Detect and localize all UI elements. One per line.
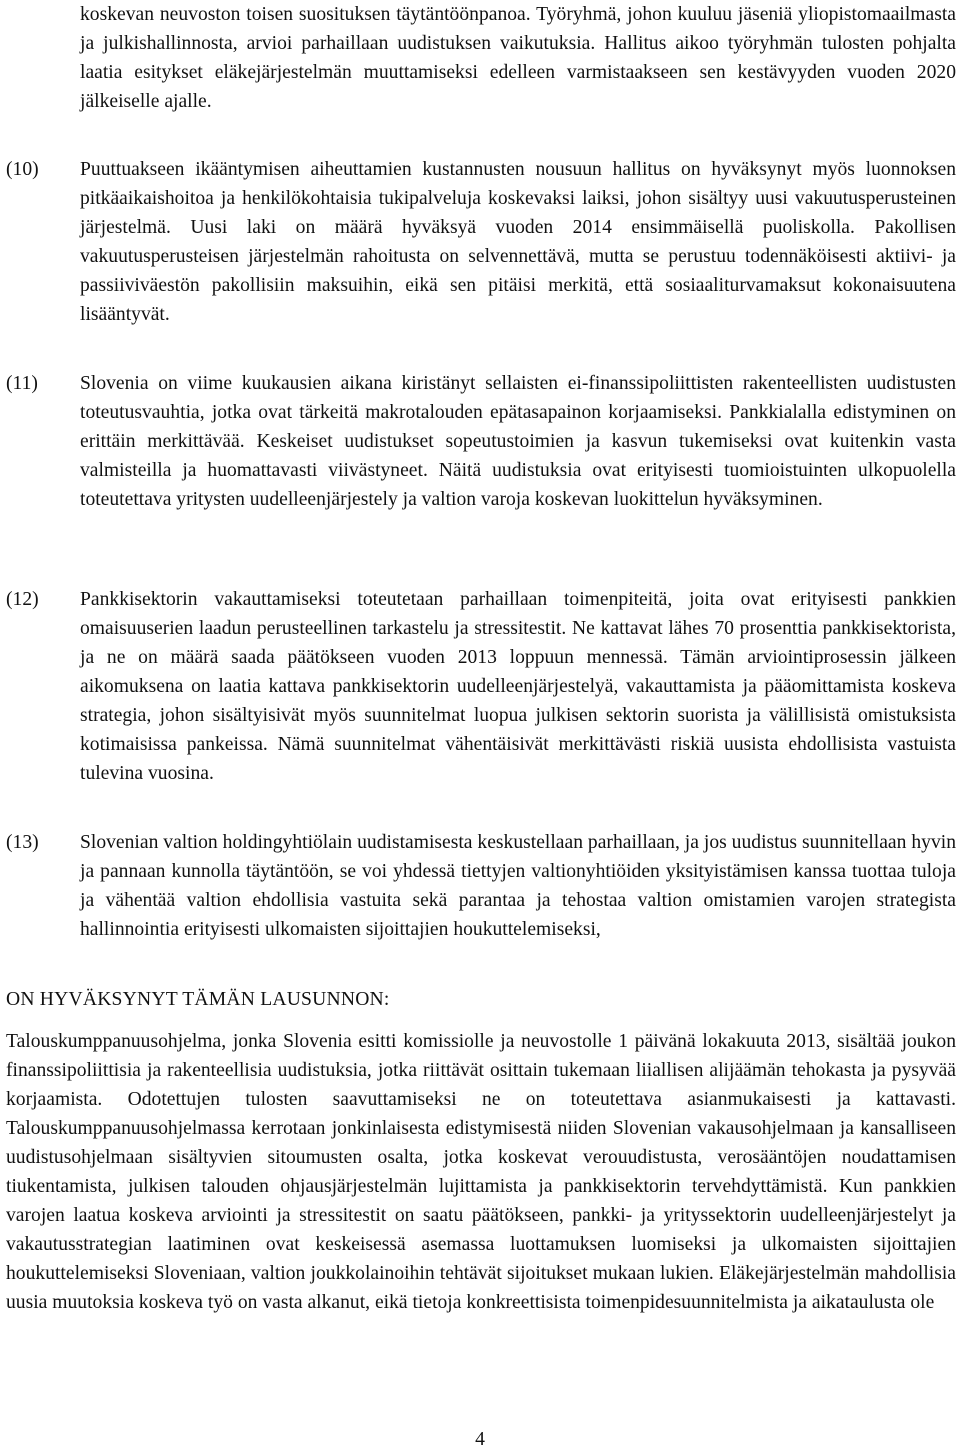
- paragraph-number-13: (13): [6, 832, 39, 853]
- paragraph-13: Slovenian valtion holdingyhtiölain uudistamisesta keskustellaan parhaillaan, ja jos uudistus suunnitellaan hyvin ja pannaan kunnolla täytäntöön, se voi yhdessä tiettyjen valtionyhtiöiden yksityistämisen kanssa tuottaa tuloja ja vähentää valtion ehdollisia vastuita sekä parantaa ja tehostaa valtion omistamien varojen strategista hallinnointia erityisesti ulkomaisten sijoittajien houkuttelemiseksi,: [80, 832, 956, 940]
- paragraph-number-12: (12): [6, 589, 39, 610]
- paragraph-number-11: (11): [6, 373, 38, 394]
- paragraph-continuation: koskevan neuvoston toisen suosituksen täytäntöönpanoa. Työryhmä, johon kuuluu jäseniä yliopistomaailmasta ja julkishallinnosta, arvioi parhaillaan uudistuksen vaikutuksia. Hallitus aikoo työryhmän tulosten pohjalta laatia esitykset eläkejärjestelmän muuttamiseksi edelleen varmistaakseen sen kestävyyden vuoden 2020 jälkeiselle ajalle.: [80, 4, 956, 112]
- paragraph-12: Pankkisektorin vakauttamiseksi toteutetaan parhaillaan toimenpiteitä, joita ovat erityisesti pankkien omaisuuserien laadun perusteellinen tarkastelu ja stressitestit. Ne kattavat lähes 70 prosenttia pankkisektorista, ja ne on määrä saada päätökseen vuoden 2013 loppuun mennessä. Tämän arviointiprosessin jälkeen aikomuksena on laatia kattava pankkisektorin uudelleenjärjestelyä, vakauttamista ja pääomittamista koskeva strategia, johon sisältyisivät myös suunnitelmat luopua julkisen sektorin suorista ja välillisistä omistuksista kotimaisissa pankeissa. Nämä suunnitelmat vähentäisivät merkittävästi riskiä uusista ehdollisista vastuista tulevina vuosina.: [80, 589, 956, 784]
- paragraph-10: Puuttuakseen ikääntymisen aiheuttamien kustannusten nousuun hallitus on hyväksynyt myös luonnoksen pitkäaikaishoitoa ja henkilökohtaisia tukipalveluja koskevaksi laiksi, johon sisältyy uusi vakuutusperusteinen järjestelmä. Uusi laki on määrä hyväksyä vuoden 2014 ensimmäisellä puoliskolla. Pakollisen vakuutusperusteisen järjestelmän rahoitusta on selvennettävä, mutta se perustuu todennäköisesti aktiivi- ja passiiviväestön pakollisiin maksuihin, eikä sen pitäisi merkitä, että sosiaaliturvamaksut kokonaisuutena lisääntyvät.: [80, 159, 956, 325]
- section-heading: ON HYVÄKSYNYT TÄMÄN LAUSUNNON:: [6, 989, 390, 1010]
- paragraph-11: Slovenia on viime kuukausien aikana kiristänyt sellaisten ei-finanssipoliittisten rakenteellisten uudistusten toteutusvauhtia, jotka ovat tärkeitä makrotalouden epätasapainon korjaamiseksi. Pankkialalla edistyminen on erittäin merkittävää. Keskeiset uudistukset sopeutustoimien ja kasvun tukemiseksi ovat kuitenkin vasta valmisteilla ja huomattavasti viivästyneet. Näitä uudistuksia ovat erityisesti tuomioistuinten ulkopuolella toteutettava yritysten uudelleenjärjestely ja valtion varoja koskevan luokittelun hyväksyminen.: [80, 373, 956, 510]
- page-number: 4: [475, 1429, 485, 1450]
- closing-paragraph: Talouskumppanuusohjelma, jonka Slovenia esitti komissiolle ja neuvostolle 1 päivänä lokakuuta 2013, sisältää joukon finanssipoliittisia ja rakenteellisia uudistuksia, jotka riittävät osittain tukemaan liiallisen alijäämän tehokasta ja pysyvää korjaamista. Odotettujen tulosten saavuttamiseksi ne on toteutettava asianmukaisesti ja kattavasti. Talouskumppanuusohjelmassa kerrotaan jonkinlaisesta edistymisestä niiden Slovenian vakausohjelmaan ja kansalliseen uudistusohjelmaan sisältyvien sitoumusten osalta, jotka koskevat verouudistusta, verosääntöjen noudattamisen tiukentamista, julkisen talouden ohjausjärjestelmän lujittamista ja pankkisektorin tervehdyttämistä. Kun pankkien varojen laatua koskeva arviointi ja stressitestit on saatu päätökseen, pankki- ja yrityssektorin uudelleenjärjestelyt ja vakautusstrategian laatiminen ovat keskeisessä asemassa luottamuksen luomiseksi ja ulkomaisten sijoittajien houkuttelemiseksi Sloveniaan, valtion joukkolainoihin tehtävät sijoitukset mukaan lukien. Eläkejärjestelmän mahdollisia uusia muutoksia koskeva työ on vasta alkanut, eikä tietoja konkreettisista toimenpidesuunnitelmista ja aikataulusta ole: [6, 1031, 956, 1313]
- paragraph-number-10: (10): [6, 159, 39, 180]
